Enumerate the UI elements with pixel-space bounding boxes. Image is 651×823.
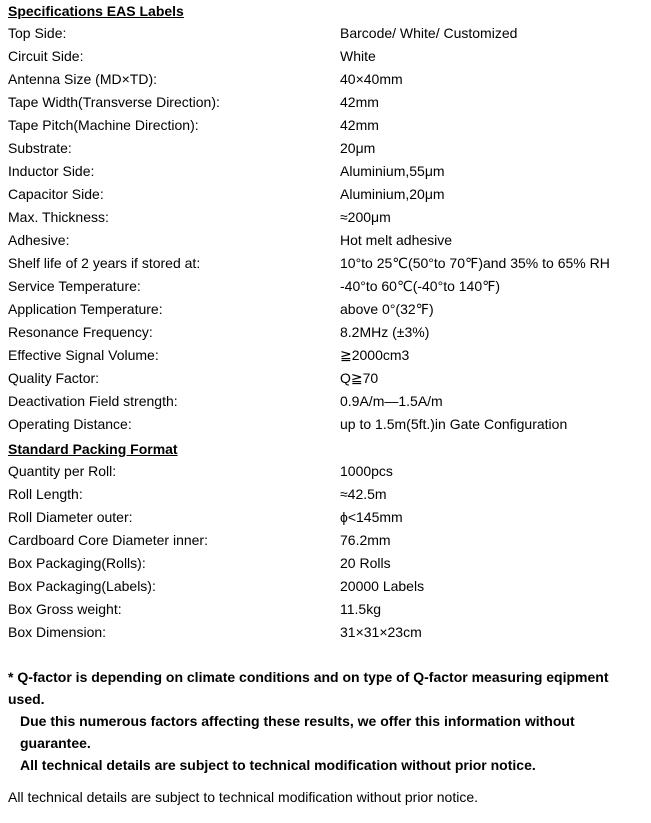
spec-label: Capacitor Side: [8, 186, 104, 202]
spec-row [8, 183, 651, 206]
spec-value: above 0°(32℉) [340, 301, 434, 317]
packing-row [8, 621, 651, 644]
spec-value: 0.9A/m—1.5A/m [340, 393, 443, 409]
spec-label: Substrate: [8, 140, 72, 156]
spec-label: Operating Distance: [8, 416, 132, 432]
packing-label: Roll Length: [8, 486, 83, 502]
spec-value: Aluminium,20μm [340, 186, 445, 202]
packing-value: ≈42.5m [340, 486, 387, 502]
packing-row [8, 506, 651, 529]
packing-table [8, 460, 651, 644]
spec-value: Q≧70 [340, 370, 379, 386]
packing-value: ϕ<145mm [340, 509, 403, 525]
packing-label: Box Gross weight: [8, 601, 122, 617]
packing-value: 1000pcs [340, 463, 393, 479]
packing-label: Box Dimension: [8, 624, 107, 640]
spec-row [8, 22, 651, 45]
spec-label: Antenna Size (MD×TD): [8, 71, 157, 87]
spec-row [8, 137, 651, 160]
spec-row [8, 229, 651, 252]
spec-value: -40°to 60℃(-40°to 140℉) [340, 278, 501, 294]
spec-value: 40×40mm [340, 71, 403, 87]
spec-label: Shelf life of 2 years if stored at: [8, 255, 201, 271]
q-factor-notes [8, 666, 651, 776]
note-guarantee: Due this numerous factors affecting these results, we offer this information without guarantee. [20, 713, 575, 751]
spec-label: Inductor Side: [8, 163, 95, 179]
packing-row [8, 529, 651, 552]
spec-value: Aluminium,55μm [340, 163, 445, 179]
spec-row [8, 91, 651, 114]
packing-row [8, 460, 651, 483]
spec-value: 10°to 25℃(50°to 70℉)and 35% to 65% RH [340, 255, 610, 271]
spec-row [8, 114, 651, 137]
spec-label: Tape Pitch(Machine Direction): [8, 117, 199, 133]
spec-row [8, 390, 651, 413]
packing-value: 31×31×23cm [340, 624, 422, 640]
spec-value: White [340, 48, 376, 64]
packing-row [8, 598, 651, 621]
packing-label: Box Packaging(Labels): [8, 578, 156, 594]
spec-value: Barcode/ White/ Customized [340, 25, 518, 41]
packing-value: 20 Rolls [340, 555, 391, 571]
spec-label: Top Side: [8, 25, 67, 41]
specifications-table [8, 22, 651, 436]
spec-value: 20μm [340, 140, 376, 156]
spec-value: up to 1.5m(5ft.)in Gate Configuration [340, 416, 568, 432]
packing-label: Quantity per Roll: [8, 463, 117, 479]
packing-value: 76.2mm [340, 532, 391, 548]
spec-label: Service Temperature: [8, 278, 141, 294]
spec-row [8, 275, 651, 298]
packing-label: Roll Diameter outer: [8, 509, 133, 525]
spec-row [8, 252, 651, 275]
spec-label: Effective Signal Volume: [8, 347, 159, 363]
section-spacer [8, 644, 651, 666]
spec-label: Max. Thickness: [8, 209, 109, 225]
spec-row [8, 367, 651, 390]
spec-label: Deactivation Field strength: [8, 393, 178, 409]
spec-value: 8.2MHz (±3%) [340, 324, 430, 340]
spec-value: 42mm [340, 117, 379, 133]
note-modification: All technical details are subject to technical modification without prior notice. [20, 757, 536, 773]
packing-row [8, 483, 651, 506]
spec-label: Quality Factor: [8, 370, 100, 386]
note-q-factor: * Q-factor is depending on climate conditions and on type of Q-factor measuring eqipment used. [8, 669, 609, 707]
spec-row [8, 45, 651, 68]
spec-label: Circuit Side: [8, 48, 84, 64]
spec-row [8, 321, 651, 344]
spec-row [8, 413, 651, 436]
spec-label: Resonance Frequency: [8, 324, 153, 340]
packing-value: 20000 Labels [340, 578, 425, 594]
spec-row [8, 160, 651, 183]
packing-value: 11.5kg [340, 601, 381, 617]
packing-label: Cardboard Core Diameter inner: [8, 532, 208, 548]
packing-row [8, 552, 651, 575]
spec-value: 42mm [340, 94, 379, 110]
footer-disclaimer: All technical details are subject to technical modification without prior notice. [8, 789, 479, 805]
packing-label: Box Packaging(Rolls): [8, 555, 146, 571]
specifications-heading: Specifications EAS Labels [8, 3, 184, 19]
spec-row [8, 206, 651, 229]
spec-label: Application Temperature: [8, 301, 163, 317]
packing-heading: Standard Packing Format [8, 441, 178, 457]
spec-row [8, 68, 651, 91]
packing-row [8, 575, 651, 598]
spec-value: ≈200μm [340, 209, 391, 225]
spec-value: ≧2000cm3 [340, 347, 410, 363]
spec-row [8, 298, 651, 321]
spec-label: Tape Width(Transverse Direction): [8, 94, 220, 110]
spec-row [8, 344, 651, 367]
spec-value: Hot melt adhesive [340, 232, 453, 248]
spec-label: Adhesive: [8, 232, 70, 248]
